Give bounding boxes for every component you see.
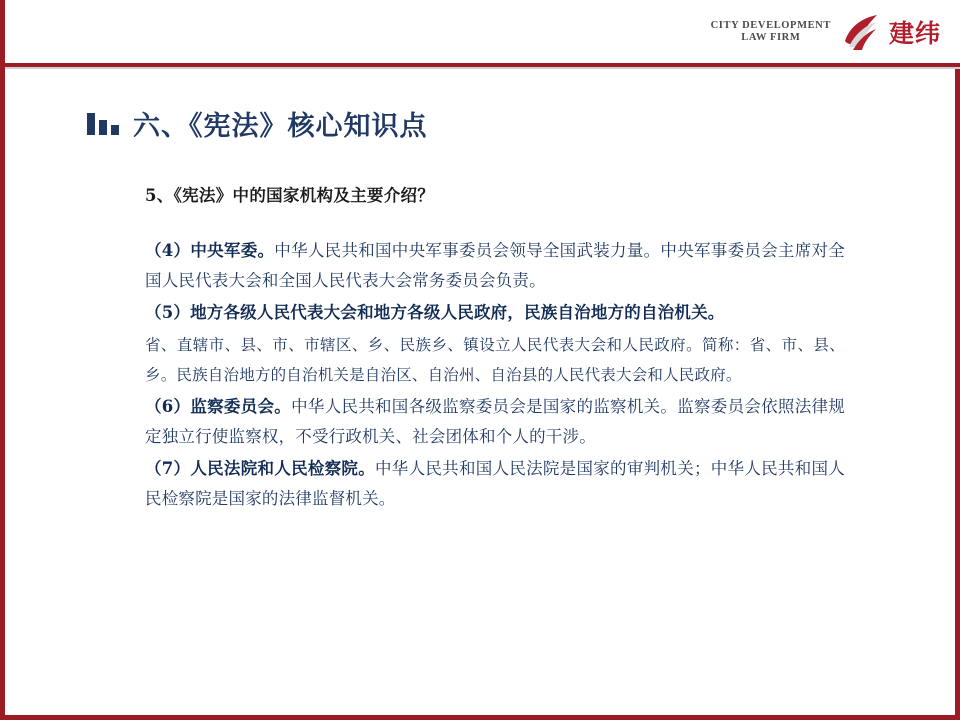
paragraph-text: 中华人民共和国人民法院是国家的审判机关；中华人民共和国人民检察院是国家的法律监督机关。	[145, 459, 845, 508]
paragraph-text: 中华人民共和国各级监察委员会是国家的监察机关。监察委员会依照法律规定独立行使监察权，不受行政机关、社会团体和个人的干涉。	[145, 397, 845, 446]
paragraph-item	[145, 236, 845, 296]
page-title: 六、《宪法》核心知识点	[133, 111, 428, 142]
paragraph-text: 省、直辖市、县、市、市辖区、乡、民族乡、镇设立人民代表大会和人民政府。简称：省、市、县、乡。民族自治地方的自治机关是自治区、自治州、自治县的人民代表大会和人民政府。	[145, 336, 845, 384]
slide-header	[5, 0, 960, 68]
firm-logo-mark-icon	[839, 11, 881, 53]
paragraph-lead: （6）监察委员会。	[145, 397, 292, 416]
paragraph-item	[145, 298, 845, 328]
page-title-row	[87, 104, 428, 143]
paragraph-item	[145, 454, 845, 514]
firm-logo-english	[711, 20, 831, 45]
paragraph-item	[145, 392, 845, 452]
paragraph-lead: （4）中央军委。	[145, 241, 275, 260]
firm-logo	[711, 8, 941, 56]
paragraph-lead: （5）地方各级人民代表大会和地方各级人民政府，民族自治地方的自治机关。	[145, 303, 725, 322]
title-bullet-icon	[87, 109, 119, 135]
firm-logo-chinese: 建纬	[888, 19, 941, 48]
slide-body	[145, 182, 845, 516]
section-sub-heading: 5、《宪法》中的国家机构及主要介绍？	[145, 186, 435, 205]
paragraph-item	[145, 330, 845, 390]
firm-logo-english-line1: CITY DEVELOPMENT	[710, 19, 831, 31]
header-gray-rule	[5, 67, 960, 69]
paragraph-text: 中华人民共和国中央军事委员会领导全国武装力量。中央军事委员会主席对全国人民代表大会和全国人民代表大会常务委员会负责。	[145, 241, 845, 290]
paragraph-lead: （7）人民法院和人民检察院。	[145, 459, 376, 478]
firm-logo-english-line2: LAW FIRM	[741, 32, 801, 43]
paragraph-list	[145, 236, 845, 514]
